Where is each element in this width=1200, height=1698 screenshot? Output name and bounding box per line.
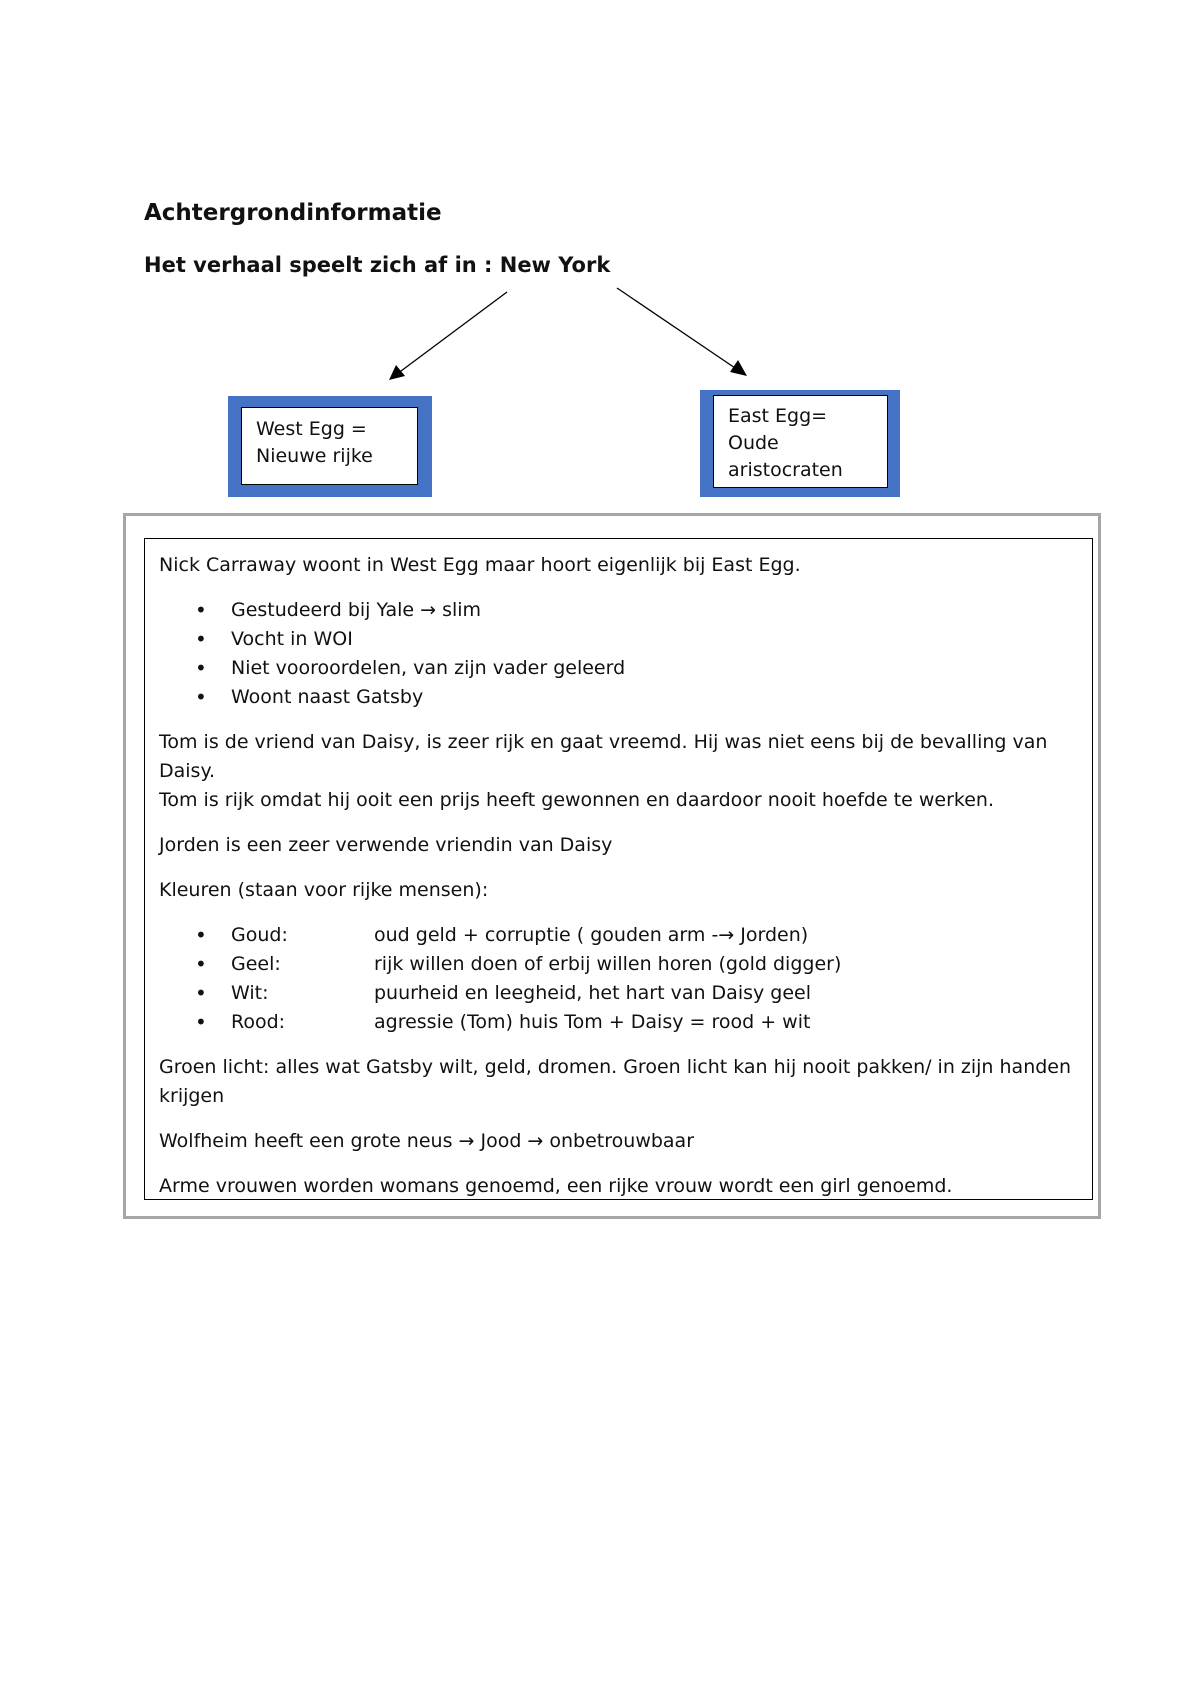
green-light-line-2: krijgen: [159, 1085, 225, 1107]
nick-intro: Nick Carraway woont in West Egg maar hoort eigenlijk bij East Egg.: [159, 554, 801, 576]
women-text: Arme vrouwen worden womans genoemd, een rijke vrouw wordt een girl genoemd.: [159, 1175, 953, 1197]
list-item: • Gestudeerd bij Yale → slim: [159, 596, 1078, 625]
list-item: [159, 1008, 1078, 1037]
tom-line-1: Tom is de vriend van Daisy, is zeer rijk en gaat vreemd. Hij was niet eens bij de bevalling van Daisy.: [159, 731, 1048, 782]
color-meaning: oud geld + corruptie ( gouden arm -→ Jorden): [374, 924, 809, 946]
west-egg-line2: Nieuwe rijke: [256, 445, 373, 467]
green-light-line-1: Groen licht: alles wat Gatsby wilt, geld, dromen. Groen licht kan hij nooit pakken/ in zijn handen: [159, 1056, 1072, 1078]
color-meaning: puurheid en leegheid, het hart van Daisy geel: [374, 982, 811, 1004]
arrow-left-head: [389, 365, 405, 380]
nick-points-list: [159, 596, 1078, 712]
wolfheim-text: Wolfheim heeft een grote neus → Jood → onbetrouwbaar: [159, 1130, 695, 1152]
color-key: Wit:: [231, 982, 269, 1004]
color-key: Geel:: [231, 953, 281, 975]
list-item: • Niet vooroordelen, van zijn vader geleerd: [159, 654, 1078, 683]
location-heading: Het verhaal speelt zich af in : New York: [144, 253, 611, 277]
list-item: • Woont naast Gatsby: [159, 683, 1078, 712]
content-box: [144, 538, 1093, 1200]
list-item: [159, 950, 1078, 979]
west-egg-box: [228, 396, 432, 497]
list-item: • Vocht in WOI: [159, 625, 1078, 654]
color-meaning: rijk willen doen of erbij willen horen (gold digger): [374, 953, 842, 975]
color-key: Goud:: [231, 924, 288, 946]
jorden-text: Jorden is een zeer verwende vriendin van Daisy: [159, 834, 613, 856]
page-title: Achtergrondinformatie: [144, 200, 442, 226]
east-egg-box: [700, 390, 900, 497]
east-egg-label: [713, 395, 888, 488]
arrow-right: [617, 288, 738, 370]
color-meaning: agressie (Tom) huis Tom + Daisy = rood + wit: [374, 1011, 811, 1033]
west-egg-line1: West Egg =: [256, 418, 367, 440]
colors-intro: Kleuren (staan voor rijke mensen):: [159, 879, 489, 901]
east-egg-line2: Oude: [728, 432, 779, 454]
arrow-right-head: [730, 360, 747, 376]
arrow-left: [397, 292, 507, 374]
list-item: [159, 979, 1078, 1008]
west-egg-label: [241, 407, 418, 485]
east-egg-line3: aristocraten: [728, 459, 843, 481]
color-key: Rood:: [231, 1011, 286, 1033]
colors-list: [159, 921, 1078, 1037]
tom-line-2: Tom is rijk omdat hij ooit een prijs heeft gewonnen en daardoor nooit hoefde te werken.: [159, 789, 994, 811]
east-egg-line1: East Egg=: [728, 405, 828, 427]
list-item: [159, 921, 1078, 950]
